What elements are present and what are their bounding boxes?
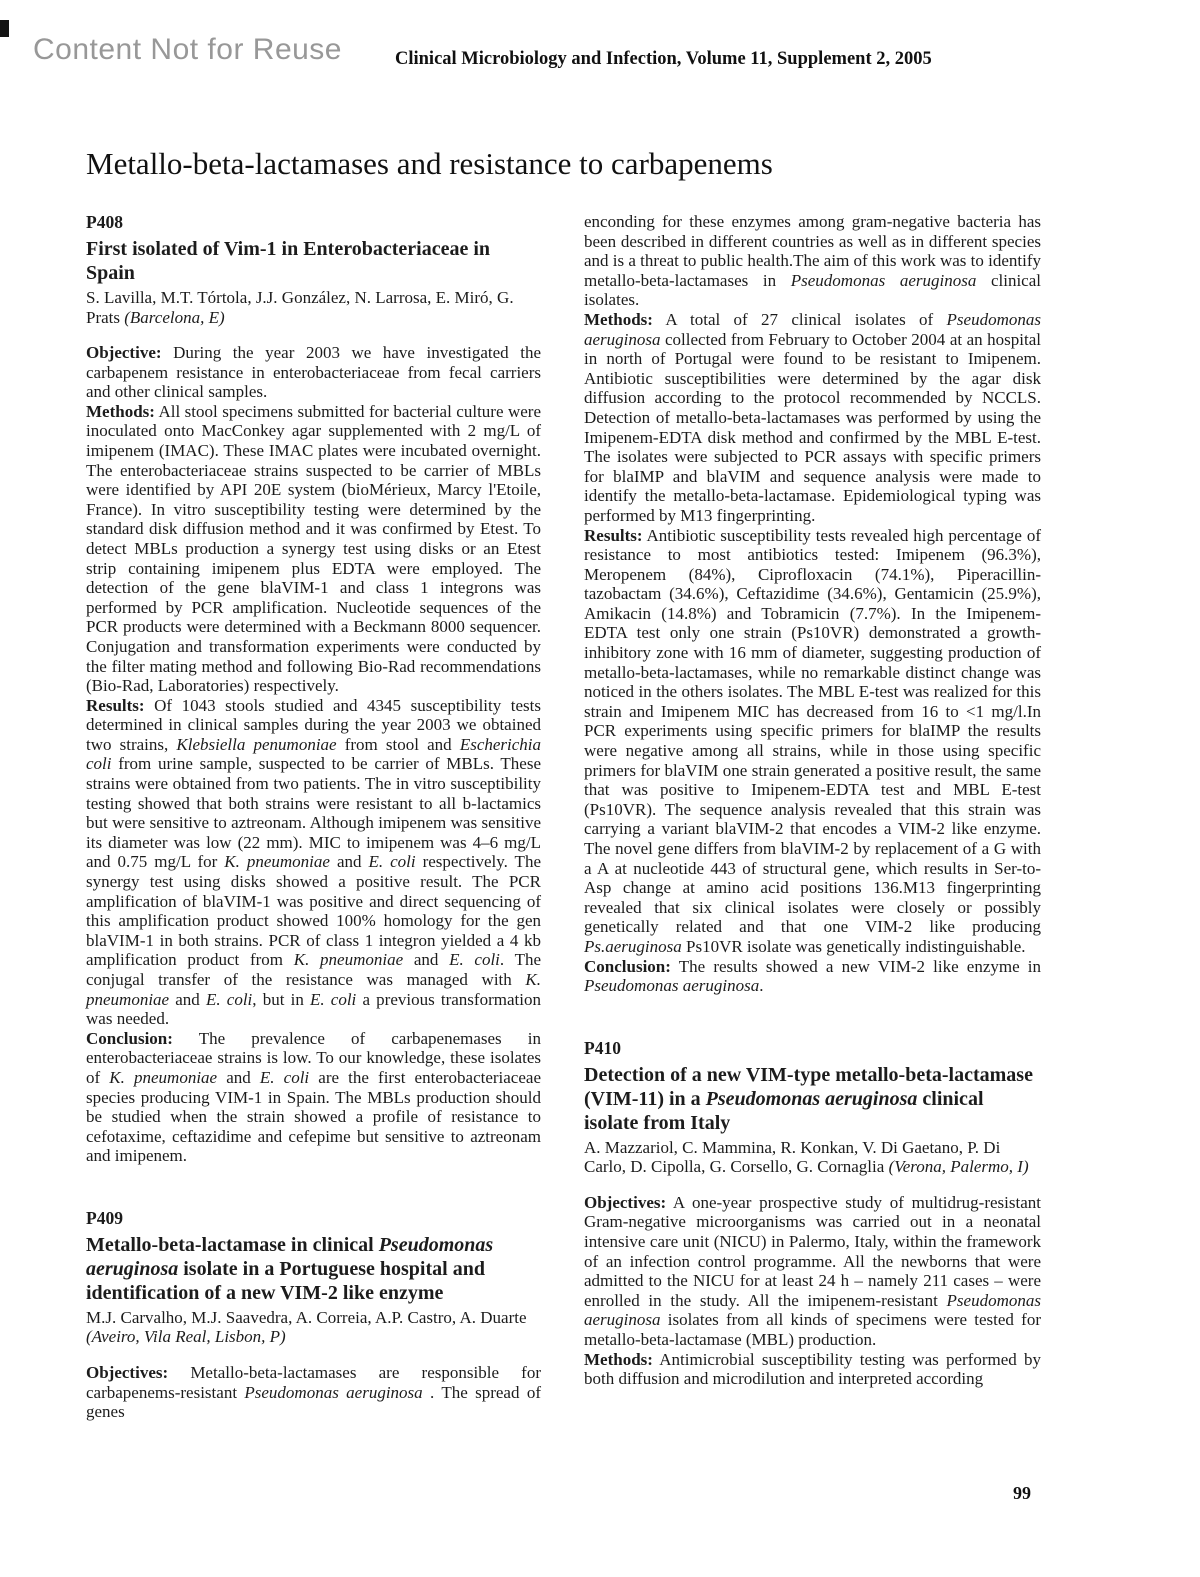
page-number: 99	[1013, 1483, 1031, 1503]
abstract-paragraph: Methods: A total of 27 clinical isolates of Pseudomonas aeruginosa collected from February to October 2004 at an hospital in north of Portugal were found to be resistant to Imipenem. Antibiotic susceptibilities were determined by the agar disk diffusion according to the protocol recommended by NCCLS. Detection of metallo-beta-lactamases was performed by using the Imipenem-EDTA disk method and confirmed by the MBL E-test. The isolates were subjected to PCR assays with specific primers for blaIMP and blaVIM and sequence analysis were made to identify the metallo-beta-lactamase. Epidemiological typing was performed by M13 fingerprinting.	[584, 309, 1041, 525]
abstract-title: Metallo-beta-lactamase in clinical Pseudomonas aeruginosa isolate in a Portuguese hospital and identification of a new VIM-2 like enzyme	[86, 1233, 494, 1304]
abstract-title: Detection of a new VIM-type metallo-beta-lactamase (VIM-11) in a Pseudomonas aeruginosa clinical isolate from Italy	[584, 1063, 1033, 1134]
abstract-paragraph: Objectives: Metallo-beta-lactamases are responsible for carbapenems-resistant Pseudomonas aeruginosa . The spread of genes	[86, 1362, 541, 1422]
abstract-paragraph: Results: Of 1043 stools studied and 4345 susceptibility tests determined in clinical samples during the year 2003 we obtained two strains, Klebsiella penumoniae from stool and Escherichia coli from urine sample, suspected to be carrier of MBLs. These strains were obtained from two patients. The in vitro susceptibility testing showed that both strains were resistant to all b-lactamics but were sensitive to aztreonam. Although imipenem was sensitive its diameter was low (22 mm). MIC to imipenem was 4–6 mg/L and 0.75 mg/L for K. pneumoniae and E. coli respectively. The synergy test using disks showed a positive result. The PCR amplification of blaVIM-1 was positive and direct sequencing of this amplification product showed 100% homology for the gen blaVIM-1 in both strains. PCR of class 1 integron yielded a 4 kb amplification product from K. pneumoniae and E. coli. The conjugal transfer of the resistance was managed with K. pneumoniae and E. coli, but in E. coli a previous transformation was needed.	[86, 695, 542, 1029]
abstract-authors: M.J. Carvalho, M.J. Saavedra, A. Correia, A.P. Castro, A. Duarte (Aveiro, Vila Real, Lisbon, P)	[86, 1307, 527, 1347]
abstract-paragraph: Objectives: A one-year prospective study of multidrug-resistant Gram-negative microorganisms was carried out in a neonatal intensive care unit (NICU) in Palermo, Italy, within the framework of an infection control programme. All the newborns that were admitted to the NICU for at least 24 h – namely 211 cases – were enrolled in the study. All the imipenem-resistant Pseudomonas aeruginosa isolates from all kinds of specimens were tested for metallo-beta-lactamase (MBL) production.	[584, 1192, 1041, 1349]
abstract-title: First isolated of Vim-1 in Enterobacteriaceae in Spain	[86, 238, 491, 284]
abstract-paragraph: enconding for these enzymes among gram-negative bacteria has been described in different countries as well as in different species and is a threat to public health.The aim of this work was to identify metallo-beta-lactamases in Pseudomonas aeruginosa clinical isolates.	[584, 212, 1041, 310]
abstract-authors: S. Lavilla, M.T. Tórtola, J.J. González, N. Larrosa, E. Miró, G. Prats (Barcelona, E)	[86, 288, 514, 327]
column-left	[86, 212, 541, 1422]
abstract-paragraph: Conclusion: The prevalence of carbapenemases in enterobacteriaceae strains is low. To our knowledge, these isolates of K. pneumoniae and E. coli are the first enterobacteriaceae species producing VIM-1 in Spain. The MBLs production should be studied when the strain showed a profile of resistance to cefotaxime, ceftazidime and cefepime but sensitive to aztreonam and imipenem.	[86, 1028, 541, 1166]
journal-header: Clinical Microbiology and Infection, Volume 11, Supplement 2, 2005	[395, 49, 932, 69]
scan-artifact	[0, 20, 9, 37]
watermark: Content Not for Reuse	[33, 33, 342, 66]
abstract-paragraph: Conclusion: The results showed a new VIM-2 like enzyme in Pseudomonas aeruginosa.	[584, 956, 1041, 996]
abstract-paragraph: Objective: During the year 2003 we have investigated the carbapenem resistance in enterobacteriaceae from fecal carriers and other clinical samples.	[86, 343, 541, 402]
abstract-paragraph: Results: Antibiotic susceptibility tests revealed high percentage of resistance to most antibiotics tested: Imipenem (96.3%), Meropenem (84%), Ciprofloxacin (74.1%), Piperacillin-tazobactam (34.6%), Ceftazidime (34.6%), Gentamicin (25.9%), Amikacin (14.8%) and Tobramicin (7.7%). In the Imipenem-EDTA test only one strain (Ps10VR) demonstrated a growth-inhibitory zone with 16 mm of diameter, suggesting production of metallo-beta-lactamases, while no remarkable distinct change was noticed in the others isolates. The MBL E-test was realized for this strain and Imipenem MIC has decreased from 16 to <1 mg/l.In PCR experiments using specific primers for blaIMP the results were negative among all strains, while in those using specific primers for blaVIM one strain generated a positive result, the same that was positive to Imipenem-EDTA test and MBL E-test (Ps10VR). The sequence analysis revealed that this strain was carrying a variant blaVIM-2 that encodes a VIM-2 like enzyme. The novel gene differs from blaVIM-2 by replacement of a G with a A at nucleotide 443 of structural gene, which results in Ser-to- Asp change at amino acid positions 136.M13 fingerprinting revealed that six clinical isolates were closely or possibly genetically related and that one VIM-2 like producing Ps.aeruginosa Ps10VR isolate was genetically indistinguishable.	[584, 525, 1041, 956]
section-title: Metallo-beta-lactamases and resistance to carbapenems	[86, 146, 773, 181]
abstract-code: P408	[86, 212, 123, 232]
abstract-authors: A. Mazzariol, C. Mammina, R. Konkan, V. Di Gaetano, P. Di Carlo, D. Cipolla, G. Corsello, G. Cornaglia (Verona, Palermo, I)	[584, 1137, 1029, 1177]
abstract-paragraph: Methods: All stool specimens submitted for bacterial culture were inoculated onto MacConkey agar supplemented with 2 mg/L of imipenem (IMAC). These IMAC plates were incubated overnight. The enterobacteriaceae strains suspected to be carrier of MBLs were identified by API 20E system (bioMérieux, Marcy l'Etoile, France). In vitro susceptibility testing were determined by the standard disk diffusion method and it was confirmed by Etest. To detect MBLs production a synergy test using disks or an Etest strip containing imipenem plus EDTA were employed. The detection of the gene blaVIM-1 and class 1 integrons was performed by PCR amplification. Nucleotide sequences of the PCR products were determined with a Beckmann 8000 sequencer. Conjugation and transformation experiments were conducted by the filter mating method and following Bio-Rad recommendations (Bio-Rad, Laboratories) respectively.	[86, 401, 541, 696]
abstract-code: P409	[86, 1207, 123, 1228]
abstract-paragraph: Methods: Antimicrobial susceptibility testing was performed by both diffusion and microdilution and interpreted according	[584, 1349, 1041, 1389]
abstract-code: P410	[584, 1037, 621, 1058]
column-right	[584, 212, 1041, 1389]
